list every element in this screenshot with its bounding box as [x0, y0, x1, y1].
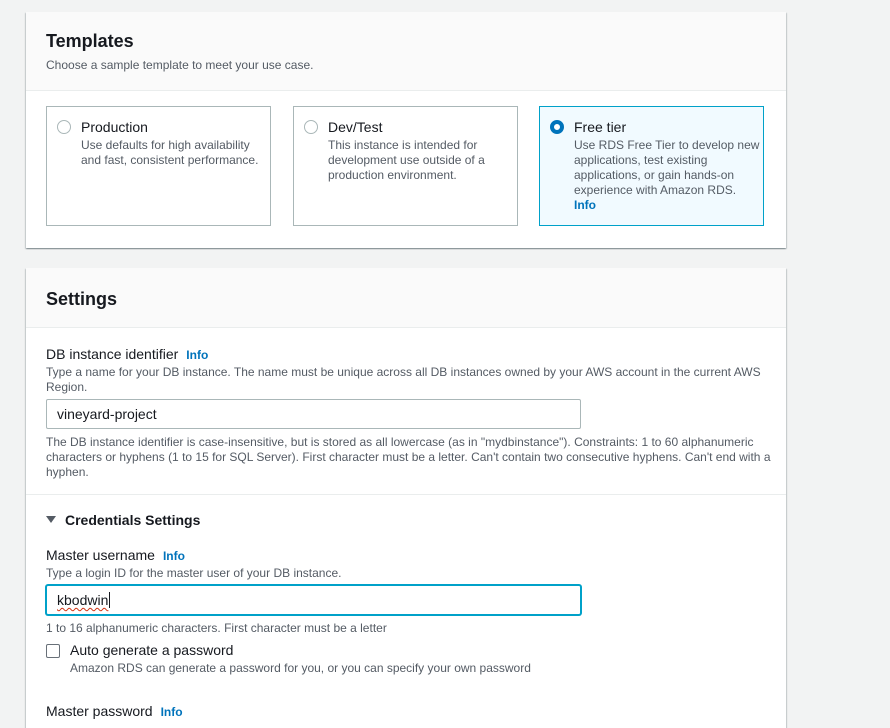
master-username-label	[46, 547, 185, 565]
master-username-constraint: 1 to 16 alphanumeric characters. First character must be a letter	[46, 621, 387, 635]
db-instance-identifier-constraint: The DB instance identifier is case-insensitive, but is stored as all lowercase (as in "mydbinstance"). Constraints: 1 to 60 alphanumeric characters or hyphens (1 to 15 for SQL Server). First character must be a letter. Can't contain two consecutive hyphens. Can't end with a hyphen.	[46, 435, 771, 479]
template-description: Use defaults for high availability and fast, consistent performance.	[81, 138, 259, 167]
db-instance-identifier-description: Type a name for your DB instance. The name must be unique across all DB instances owned by your AWS account in the current AWS Region.	[46, 365, 761, 394]
templates-description: Choose a sample template to meet your use case.	[46, 58, 314, 72]
production-radio[interactable]	[57, 120, 71, 134]
templates-header	[26, 12, 786, 91]
template-description	[574, 138, 760, 213]
template-label: Dev/Test	[328, 119, 383, 135]
master-username-label-text: Master username	[46, 547, 155, 563]
master-username-input[interactable]	[46, 585, 581, 615]
db-instance-identifier-label	[46, 346, 208, 364]
db-instance-identifier-info-link[interactable]: Info	[186, 348, 209, 362]
master-username-info-link[interactable]: Info	[162, 549, 185, 563]
master-username-value: kbodwin	[57, 592, 109, 608]
template-tile-free-tier[interactable]	[539, 106, 764, 226]
master-username-description: Type a login ID for the master user of your DB instance.	[46, 566, 342, 580]
credentials-settings-title: Credentials Settings	[65, 512, 201, 528]
master-password-label	[46, 703, 183, 721]
master-password-label-text: Master password	[46, 703, 153, 719]
auto-generate-password-checkbox[interactable]	[46, 644, 60, 658]
master-password-info-link[interactable]: Info	[160, 705, 183, 719]
settings-header	[26, 268, 786, 328]
settings-title: Settings	[46, 289, 118, 309]
template-description: This instance is intended for development use outside of a production environment.	[328, 138, 485, 182]
caret-down-icon	[46, 516, 56, 523]
credentials-settings-toggle[interactable]	[46, 512, 200, 529]
template-tile-devtest[interactable]	[293, 106, 518, 226]
text-cursor	[109, 592, 110, 608]
auto-generate-password-description: Amazon RDS can generate a password for you, or you can specify your own password	[70, 661, 531, 675]
template-label: Production	[81, 119, 148, 135]
free-tier-description-text: Use RDS Free Tier to develop new applications, test existing applications, or gain hands-on experience with Amazon RDS.	[574, 138, 760, 197]
db-instance-identifier-label-text: DB instance identifier	[46, 346, 179, 362]
auto-generate-password-label[interactable]: Auto generate a password	[70, 642, 234, 658]
template-tile-production[interactable]	[46, 106, 271, 226]
templates-title: Templates	[46, 31, 134, 51]
template-label: Free tier	[574, 119, 627, 135]
settings-panel	[26, 268, 786, 728]
free-tier-info-link[interactable]: Info	[574, 198, 596, 212]
db-instance-identifier-input[interactable]: vineyard-project	[46, 399, 581, 429]
section-divider	[26, 494, 786, 495]
devtest-radio[interactable]	[304, 120, 318, 134]
free-tier-radio[interactable]	[550, 120, 564, 134]
templates-panel	[26, 12, 786, 248]
